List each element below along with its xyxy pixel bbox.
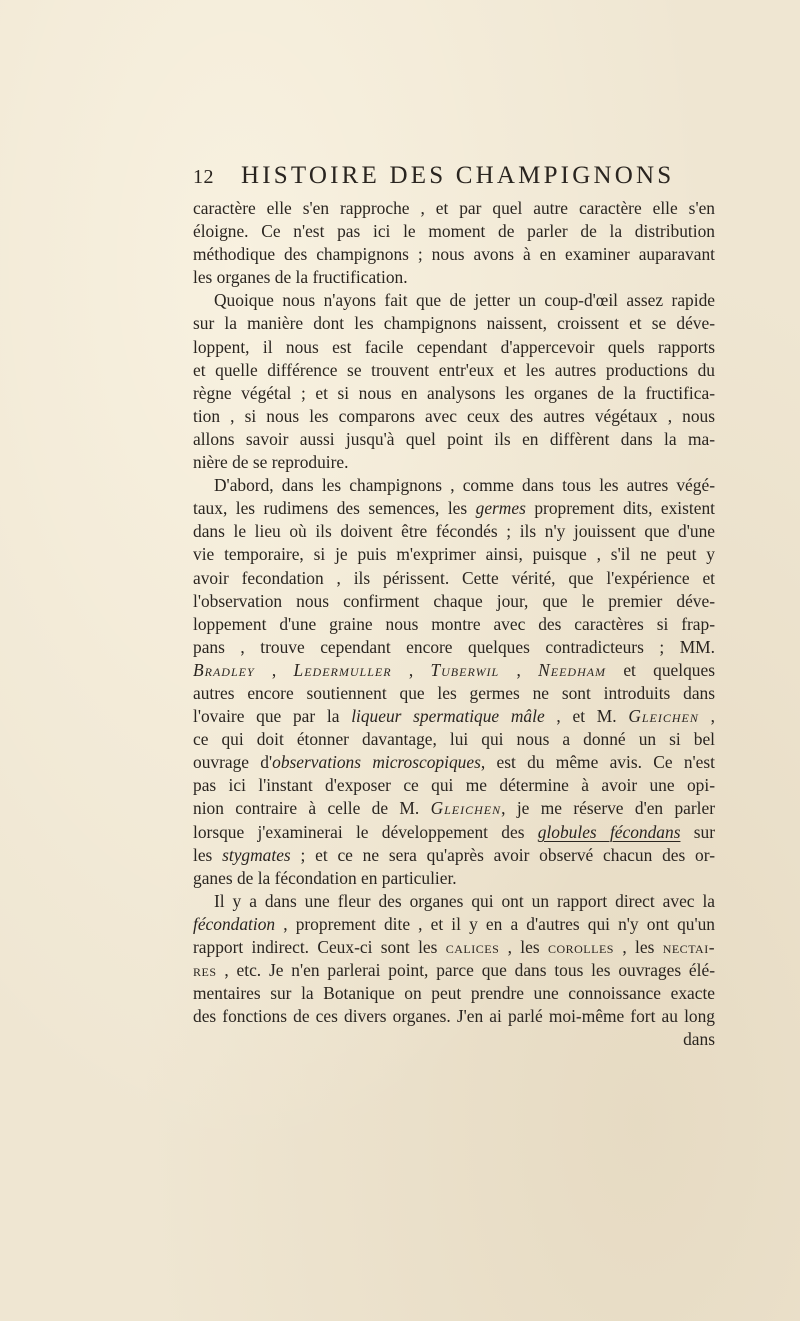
author-name: Gleichen — [430, 798, 502, 819]
text-line — [193, 913, 715, 936]
text-run: , — [698, 706, 715, 727]
text-run: sur — [680, 821, 715, 842]
text-line: pans , trouve cependant encore quelques contradicteurs ; MM. — [193, 636, 715, 657]
text-line: mentaires sur la Botanique on peut prendre une connoissance exacte — [193, 983, 715, 1004]
text-line: ce qui doit étonner davantage, lui qui nous a donné un si bel — [193, 729, 715, 750]
text-line: autres encore soutiennent que les germes ne sont introduits dans — [193, 682, 715, 703]
text-line: vie temporaire, si je puis m'exprimer ainsi, puisque , s'il ne peut y — [193, 544, 715, 565]
text-line: des fonctions de ces divers organes. J'en ai parlé moi-même fort au long — [193, 1006, 715, 1027]
text-line — [193, 497, 715, 520]
page-number: 12 — [193, 166, 214, 188]
small-caps-term: corolles — [547, 937, 614, 957]
text-line: nière de se reproduire. — [193, 452, 349, 473]
text-line: l'observation nous confirment chaque jour, que le premier déve- — [193, 590, 715, 611]
body-text — [193, 197, 715, 1051]
text-run: , proprement dite , et il y en a d'autres qui n'y ont qu'un — [275, 913, 715, 934]
text-line — [193, 705, 715, 728]
text-run: , les — [499, 937, 548, 957]
text-run: , est du même avis. Ce n'est — [480, 752, 715, 773]
text-run: l'ovaire que par la — [193, 706, 352, 727]
author-name: Ledermuller — [293, 659, 392, 680]
text-line: loppent, il nous est facile cependant d'appercevoir quels rapports — [193, 336, 715, 357]
text-line: dans le lieu où ils doivent être fécondés ; ils n'y jouissent que d'une — [193, 521, 715, 542]
catchword: dans — [683, 1029, 715, 1050]
text-run: , les — [613, 937, 663, 957]
text-run: , je me réserve d'en parler — [501, 798, 715, 819]
italic-term: fécondation — [193, 913, 276, 934]
text-line: Il y a dans une fleur des organes qui ont un rapport direct avec la — [214, 890, 715, 911]
running-title: HISTOIRE DES CHAMPIGNONS — [241, 162, 675, 189]
text-line — [193, 821, 715, 844]
small-caps-term: nectai- — [662, 937, 715, 957]
small-caps-term: calices — [445, 937, 500, 957]
text-run: lorsque j'examinerai le développement des — [193, 821, 538, 842]
text-line — [193, 959, 715, 982]
text-line: allons savoir aussi jusqu'à quel point ils en diffèrent dans la ma- — [193, 428, 715, 449]
text-line: règne végétal ; et si nous en analysons les organes de la fructifica- — [193, 382, 715, 403]
text-run: nion contraire à celle de M. — [193, 798, 431, 819]
text-run: , — [391, 659, 431, 680]
text-line: ganes de la fécondation en particulier. — [193, 867, 457, 888]
text-run: rapport indirect. Ceux-ci sont les — [193, 937, 446, 957]
text-run: , — [254, 659, 294, 680]
text-line: avoir fecondation , ils périssent. Cette vérité, que l'expérience et — [193, 567, 715, 588]
italic-term: germes — [475, 498, 526, 519]
text-run: les — [193, 844, 223, 865]
text-run: et quelques — [606, 659, 715, 680]
text-line — [193, 659, 715, 682]
page-header — [193, 162, 715, 192]
italic-term: globules fécondans — [537, 821, 681, 842]
text-line — [193, 797, 715, 820]
text-run: ; et ce ne sera qu'après avoir observé chacun des or- — [290, 844, 715, 865]
text-line: Quoique nous n'ayons fait que de jetter un coup-d'œil assez rapide — [214, 290, 715, 311]
author-name: Bradley — [193, 659, 255, 680]
author-name: Gleichen — [628, 706, 699, 727]
text-run: proprement dits, existent — [525, 498, 715, 519]
text-run: , — [499, 659, 539, 680]
italic-term: liqueur spermatique mâle — [351, 706, 545, 727]
text-line — [193, 936, 715, 959]
text-line: méthodique des champignons ; nous avons à en examiner auparavant — [193, 244, 715, 265]
text-line: sur la manière dont les champignons naissent, croissent et se déve- — [193, 313, 715, 334]
text-run: ouvrage d' — [193, 752, 273, 773]
text-run: , et M. — [544, 706, 629, 727]
text-line: les organes de la fructification. — [193, 267, 408, 288]
text-line — [193, 751, 715, 774]
text-line: loppement d'une graine nous montre avec des caractères si frap- — [193, 613, 715, 634]
text-line: tion , si nous les comparons avec ceux des autres végétaux , nous — [193, 405, 715, 426]
italic-term: observations microscopiques — [272, 752, 481, 773]
text-run: taux, les rudimens des semences, les — [193, 498, 476, 519]
text-run: , etc. Je n'en parlerai point, parce que dans tous les ouvrages élé- — [216, 960, 715, 981]
text-line: D'abord, dans les champignons , comme dans tous les autres végé- — [214, 475, 715, 496]
text-line: éloigne. Ce n'est pas ici le moment de parler de la distribution — [193, 221, 715, 242]
author-name: Needham — [538, 659, 607, 680]
author-name: Tuberwil — [430, 659, 500, 680]
text-line: pas ici l'instant d'exposer ce qui me détermine à avoir une opi- — [193, 775, 715, 796]
italic-term: stygmates — [222, 844, 291, 865]
text-line — [193, 844, 715, 867]
text-line: caractère elle s'en rapproche , et par quel autre caractère elle s'en — [193, 198, 715, 218]
small-caps-term: res — [193, 960, 217, 981]
text-line: et quelle différence se trouvent entr'eux et les autres productions du — [193, 359, 715, 380]
